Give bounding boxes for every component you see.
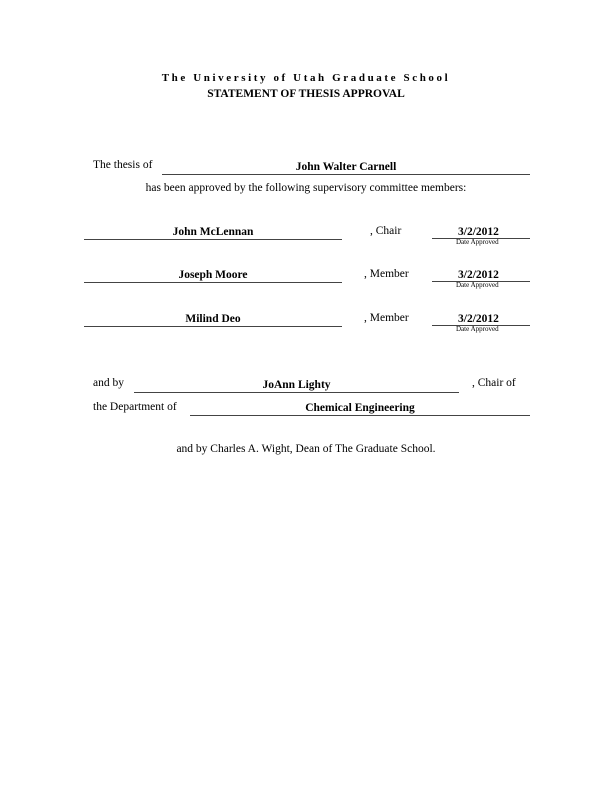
thesis-label: The thesis of — [93, 159, 153, 171]
date-approved-caption: Date Approved — [456, 281, 499, 289]
committee-member-role: , Member — [364, 268, 409, 280]
thesis-author: John Walter Carnell — [162, 160, 530, 175]
committee-member-role: , Chair — [370, 225, 402, 237]
committee-member-date: 3/2/2012 — [432, 312, 530, 326]
approval-text: has been approved by the following supervisory committee members: — [145, 182, 467, 194]
date-approved-caption: Date Approved — [456, 325, 499, 333]
committee-member-name: Milind Deo — [84, 312, 342, 327]
chair-prefix: and by — [93, 377, 124, 389]
committee-member-role: , Member — [364, 312, 409, 324]
date-approved-caption: Date Approved — [456, 238, 499, 246]
dean-line: and by Charles A. Wight, Dean of The Graduate School. — [176, 443, 436, 455]
committee-member-name: John McLennan — [84, 225, 342, 240]
school-title: The University of Utah Graduate School — [161, 72, 451, 84]
statement-title: STATEMENT OF THESIS APPROVAL — [207, 88, 405, 100]
department-prefix: the Department of — [93, 401, 177, 413]
committee-member-name: Joseph Moore — [84, 268, 342, 283]
committee-member-date: 3/2/2012 — [432, 268, 530, 282]
chair-suffix: , Chair of — [472, 377, 516, 389]
department-chair-name: JoAnn Lighty — [134, 378, 459, 393]
committee-member-date: 3/2/2012 — [432, 225, 530, 239]
department-name: Chemical Engineering — [190, 401, 530, 416]
